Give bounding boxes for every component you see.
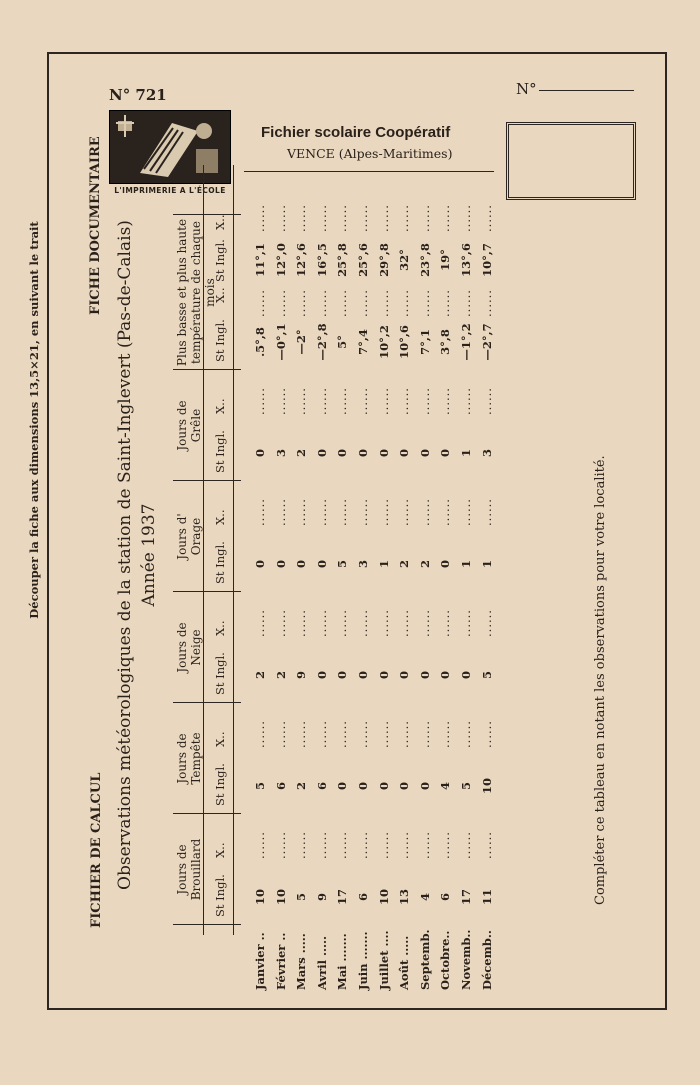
card-title: Observations météorologiques de la station de Saint-Inglevert (Pas-de-Calais) <box>115 220 135 890</box>
blank-field: ...... <box>397 387 412 415</box>
table-cell: 17 <box>459 889 473 906</box>
table-cell: 10 <box>273 889 288 906</box>
blank-field: ...... <box>376 204 391 232</box>
header-rule <box>233 165 234 935</box>
table-cell: 13 <box>397 889 412 906</box>
blank-field: ...... <box>417 720 432 748</box>
column-header <box>175 814 203 925</box>
blank-field: ...... <box>459 204 473 232</box>
column-header-line: Jours de <box>175 622 189 673</box>
blank-field: ...... <box>294 609 309 637</box>
card-number: N° 721 <box>109 86 167 104</box>
table-cell: 0 <box>314 560 329 569</box>
month-label: Avril ..... <box>314 936 329 990</box>
column-divider <box>173 369 241 370</box>
subheader-x: X.. <box>213 287 227 303</box>
subheader-x: X.. <box>213 398 227 414</box>
table-cell: 2 <box>294 449 309 458</box>
table-cell: 6 <box>314 782 329 791</box>
blank-field: ...... <box>376 498 391 526</box>
column-divider <box>173 924 241 925</box>
table-cell: 1 <box>479 560 494 569</box>
category-left: FICHIER DE CALCUL <box>89 772 104 928</box>
cut-instruction: Découper la fiche aux dimensions 13,5×21, en suivant le trait <box>27 221 41 619</box>
blank-field: ...... <box>273 387 288 415</box>
blank-field: ...... <box>335 831 350 859</box>
blank-field: ...... <box>417 387 432 415</box>
blank-field: ...... <box>376 720 391 748</box>
subheader-st-ingl: St Ingl. <box>213 652 227 695</box>
table-cell: 9 <box>294 671 309 680</box>
month-label: Juin ....... <box>356 931 370 990</box>
blank-field: ...... <box>314 831 329 859</box>
blank-field: ...... <box>376 387 391 415</box>
table-cell: 10 <box>479 778 494 795</box>
table-cell: 19° <box>438 249 453 271</box>
blank-field: ...... <box>314 498 329 526</box>
column-divider <box>173 214 241 215</box>
blank-field: ...... <box>397 289 412 317</box>
column-header-line: Brouillard <box>189 838 203 901</box>
table-cell: 12°,6 <box>294 243 309 277</box>
table-cell: 7°,1 <box>417 329 432 355</box>
table-cell: 2 <box>417 560 432 569</box>
column-header-line: Neige <box>189 629 203 666</box>
table-cell: 10 <box>253 889 267 906</box>
blank-field: ...... <box>397 204 412 232</box>
blank-field: ...... <box>417 289 432 317</box>
table-cell: 5 <box>459 782 473 791</box>
blank-field: ...... <box>459 831 473 859</box>
blank-field: ...... <box>314 720 329 748</box>
table-cell: 23°,8 <box>417 243 432 277</box>
table-cell: 5 <box>253 782 267 791</box>
table-cell: 0 <box>314 671 329 680</box>
logo-caption: L'IMPRIMERIE A L'ÉCOLE <box>114 186 226 195</box>
table-cell: 0 <box>438 560 453 569</box>
table-cell: 0 <box>438 449 453 458</box>
number-field <box>516 80 634 98</box>
table-cell: 1 <box>459 449 473 458</box>
table-cell: 10°,7 <box>479 243 494 277</box>
table-cell: 10 <box>376 889 391 906</box>
table-cell: 0 <box>417 782 432 791</box>
column-header <box>175 592 203 703</box>
table-cell: 0 <box>273 560 288 569</box>
table-cell: 0 <box>397 782 412 791</box>
table-cell: 2 <box>253 671 267 680</box>
table-cell: 3 <box>356 560 370 569</box>
table-cell: 0 <box>335 671 350 680</box>
blank-field: ...... <box>294 204 309 232</box>
column-divider <box>173 480 241 481</box>
blank-field: ...... <box>335 387 350 415</box>
table-cell: 0 <box>376 671 391 680</box>
blank-field: ...... <box>314 289 329 317</box>
blank-field: ...... <box>273 289 288 317</box>
table-cell: 0 <box>397 449 412 458</box>
card-year: Année 1937 <box>139 503 159 607</box>
number-field-label: N° <box>516 80 537 98</box>
blank-field: ...... <box>376 289 391 317</box>
blank-field: ...... <box>273 609 288 637</box>
blank-field: ...... <box>479 720 494 748</box>
column-header-line: température de chaque mois <box>189 221 217 364</box>
column-header <box>175 481 203 592</box>
cooperative-title: Fichier scolaire Coopératif <box>261 124 451 141</box>
blank-field: ...... <box>273 498 288 526</box>
blank-field: ...... <box>356 289 370 317</box>
month-label: Février .. <box>273 932 288 990</box>
subheader-st-ingl: St Ingl. <box>213 874 227 917</box>
blank-field: ...... <box>459 609 473 637</box>
header-rule <box>203 165 204 935</box>
category-right: FICHE DOCUMENTAIRE <box>88 136 103 315</box>
blank-field: ...... <box>397 609 412 637</box>
table-cell: 11 <box>479 889 494 906</box>
table-cell: 6 <box>438 893 453 902</box>
blank-field: ...... <box>294 831 309 859</box>
column-header-line: Jours de <box>175 844 189 895</box>
table-cell: 3 <box>479 449 494 458</box>
table-cell: 0 <box>335 449 350 458</box>
subheader-x: X.. <box>213 731 227 747</box>
month-label: Décemb.. <box>479 930 494 990</box>
month-label: Mai ....... <box>335 933 350 990</box>
blank-field: ...... <box>376 609 391 637</box>
month-label: Octobre.. <box>438 930 453 990</box>
table-cell: 2 <box>294 782 309 791</box>
blank-field: ...... <box>417 204 432 232</box>
month-label: Novemb.. <box>459 929 473 990</box>
column-header <box>175 215 217 370</box>
table-cell: .5°,8 <box>253 327 267 357</box>
subheader-st-ingl: St Ingl. <box>213 541 227 584</box>
table-cell: 3 <box>273 449 288 458</box>
blank-field: ...... <box>314 387 329 415</box>
table-cell: 0 <box>356 671 370 680</box>
column-header-line: Tempête <box>189 732 203 785</box>
table-cell: 0 <box>459 671 473 680</box>
table-cell: 10°,6 <box>397 325 412 359</box>
blank-field: ...... <box>356 498 370 526</box>
table-cell: 25°,8 <box>335 243 350 277</box>
blank-field: ...... <box>273 720 288 748</box>
blank-field: ...... <box>479 387 494 415</box>
month-label: Juillet .... <box>376 930 391 990</box>
blank-field: ...... <box>356 720 370 748</box>
column-header-line: Jours de <box>175 400 189 451</box>
column-header-line: Orage <box>189 517 203 556</box>
table-cell: 6 <box>356 893 370 902</box>
blank-field: ...... <box>459 720 473 748</box>
blank-field: ...... <box>479 289 494 317</box>
cooperative-place: VENCE (Alpes-Maritimes) <box>287 146 453 161</box>
footer-note: Compléter ce tableau en notant les observations pour votre localité. <box>593 455 608 905</box>
month-label: Janvier .. <box>253 932 267 990</box>
blank-field: ...... <box>438 289 453 317</box>
table-cell: 0 <box>294 560 309 569</box>
blank-field: ...... <box>438 498 453 526</box>
table-cell: 0 <box>417 671 432 680</box>
month-label: Septemb. <box>417 929 432 990</box>
month-label: Mars ..... <box>294 933 309 990</box>
table-cell: 16°,5 <box>314 243 329 277</box>
blank-field: ...... <box>479 831 494 859</box>
table-cell: 3°,8 <box>438 329 453 355</box>
blank-field: ...... <box>314 204 329 232</box>
table-cell: 0 <box>253 560 267 569</box>
table-cell: 4 <box>417 893 432 902</box>
subheader-x: X.. <box>213 842 227 858</box>
table-cell: 29°,8 <box>376 243 391 277</box>
blank-field: ...... <box>356 387 370 415</box>
table-cell: —1°,2 <box>459 323 473 361</box>
subheader-st-ingl: St Ingl. <box>213 763 227 806</box>
blank-field: ...... <box>438 831 453 859</box>
subheader-x: X.. <box>213 214 227 230</box>
blank-field: ...... <box>397 831 412 859</box>
blank-field: ...... <box>376 831 391 859</box>
table-cell: 0 <box>376 782 391 791</box>
table-cell: 2 <box>273 671 288 680</box>
subheader-st-ingl: St Ingl. <box>213 430 227 473</box>
blank-field: ...... <box>335 289 350 317</box>
blank-field: ...... <box>314 609 329 637</box>
blank-field: ...... <box>438 204 453 232</box>
blank-field: ...... <box>459 498 473 526</box>
blank-field: ...... <box>335 609 350 637</box>
blank-field: ...... <box>459 387 473 415</box>
blank-field: ...... <box>479 498 494 526</box>
table-cell: 32° <box>397 249 412 271</box>
blank-field: ...... <box>438 720 453 748</box>
subheader-x: X.. <box>213 620 227 636</box>
blank-field: ...... <box>417 831 432 859</box>
number-field-line <box>539 90 634 91</box>
table-cell: 0 <box>356 782 370 791</box>
table-cell: —2°,8 <box>314 323 329 361</box>
blank-field: ...... <box>253 498 267 526</box>
table-cell: 5 <box>294 893 309 902</box>
table-cell: 0 <box>376 449 391 458</box>
table-cell: 10°,2 <box>376 325 391 359</box>
subheader-x: X.. <box>213 509 227 525</box>
month-label: Août ..... <box>397 935 412 990</box>
blank-field: ...... <box>253 609 267 637</box>
column-header-line: Plus basse et plus haute <box>175 218 189 367</box>
table-cell: 0 <box>314 449 329 458</box>
blank-field: ...... <box>479 204 494 232</box>
column-header-line: Grêle <box>189 408 203 443</box>
blank-field: ...... <box>253 387 267 415</box>
table-cell: 5 <box>479 671 494 680</box>
column-header <box>175 370 203 481</box>
table-cell: 0 <box>335 782 350 791</box>
column-divider <box>173 813 241 814</box>
table-cell: 0 <box>417 449 432 458</box>
blank-field: ...... <box>438 387 453 415</box>
blank-field: ...... <box>335 204 350 232</box>
table-cell: 11°,1 <box>253 243 267 277</box>
blank-field: ...... <box>294 289 309 317</box>
table-cell: 5 <box>335 560 350 569</box>
blank-field: ...... <box>356 831 370 859</box>
table-cell: 2 <box>397 560 412 569</box>
blank-field: ...... <box>417 609 432 637</box>
table-cell: —2° <box>294 329 309 355</box>
table-cell: 1 <box>459 560 473 569</box>
table-cell: 6 <box>273 782 288 791</box>
blank-field: ...... <box>294 498 309 526</box>
column-header-line: Jours de <box>175 733 189 784</box>
table-cell: 5° <box>335 335 350 349</box>
blank-field: ...... <box>356 204 370 232</box>
column-header-line: Jours d' <box>175 513 189 560</box>
table-cell: 1 <box>376 560 391 569</box>
table-cell: 9 <box>314 893 329 902</box>
blank-field: ...... <box>253 204 267 232</box>
blank-field: ...... <box>417 498 432 526</box>
subheader-st-ingl: St Ingl. <box>213 319 227 362</box>
blank-field: ...... <box>397 498 412 526</box>
blank-field: ...... <box>253 289 267 317</box>
blank-field: ...... <box>335 498 350 526</box>
table-cell: —2°,7 <box>479 323 494 361</box>
table-cell: 0 <box>356 449 370 458</box>
table-cell: 7°,4 <box>356 329 370 355</box>
table-cell: 25°,6 <box>356 243 370 277</box>
column-divider <box>173 591 241 592</box>
table-cell: 0 <box>397 671 412 680</box>
blank-field: ...... <box>273 204 288 232</box>
blank-field: ...... <box>294 387 309 415</box>
blank-field: ...... <box>253 720 267 748</box>
blank-field: ...... <box>294 720 309 748</box>
subheader-st-ingl: St Ingl. <box>213 239 227 282</box>
table-cell: 17 <box>335 889 350 906</box>
blank-field: ...... <box>356 609 370 637</box>
table-cell: 13°,6 <box>459 243 473 277</box>
blank-field: ...... <box>459 289 473 317</box>
blank-field: ...... <box>397 720 412 748</box>
blank-field: ...... <box>479 609 494 637</box>
blank-field: ...... <box>253 831 267 859</box>
blank-field: ...... <box>273 831 288 859</box>
table-cell: 0 <box>253 449 267 458</box>
table-cell: 12°,0 <box>273 243 288 277</box>
blank-field: ...... <box>335 720 350 748</box>
table-cell: 0 <box>438 671 453 680</box>
blank-field: ...... <box>438 609 453 637</box>
table-cell: —0°,1 <box>273 323 288 361</box>
column-header <box>175 703 203 814</box>
table-cell: 4 <box>438 782 453 791</box>
column-divider <box>173 702 241 703</box>
